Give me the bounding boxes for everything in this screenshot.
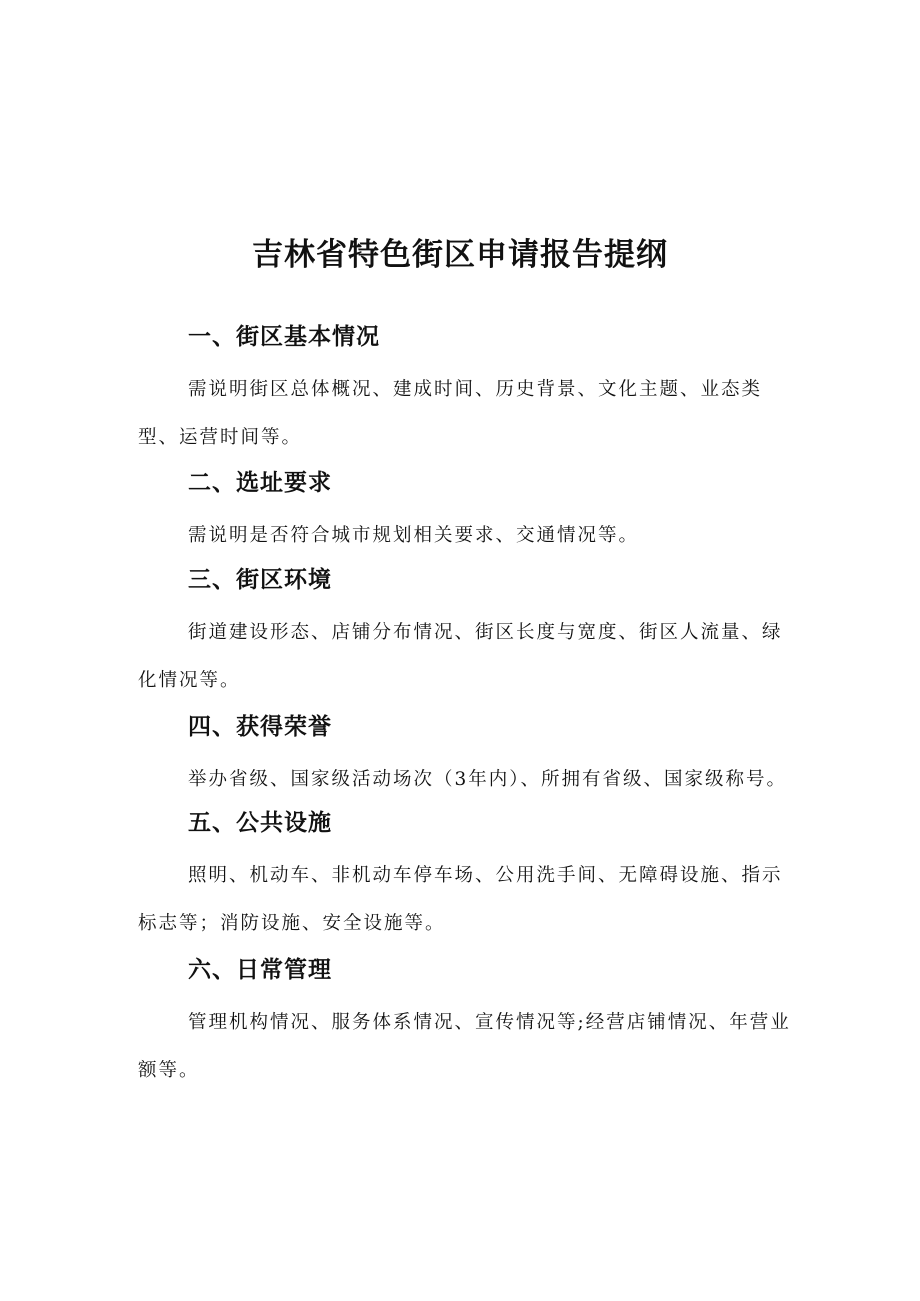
- section-heading: 六、日常管理: [188, 957, 332, 983]
- section-basic-info: [138, 320, 798, 462]
- page-title: 吉林省特色街区申请报告提纲: [252, 236, 668, 273]
- section-body: 举办省级、国家级活动场次（3年内）、所拥有省级、国家级称号。: [188, 769, 788, 790]
- section-heading: 三、街区环境: [188, 567, 332, 593]
- section-body: 照明、机动车、非机动车停车场、公用洗手间、无障碍设施、指示标志等；消防设施、安全设施等。: [138, 865, 783, 934]
- section-heading: 一、街区基本情况: [188, 324, 380, 350]
- section-public-facilities: [138, 806, 798, 948]
- section-heading: 四、获得荣誉: [188, 714, 332, 740]
- section-daily-management: [138, 953, 798, 1095]
- section-body: 管理机构情况、服务体系情况、宣传情况等;经营店铺情况、年营业额等。: [138, 1012, 791, 1081]
- section-body: 需说明街区总体概况、建成时间、历史背景、文化主题、业态类型、运营时间等。: [138, 379, 763, 448]
- section-heading: 二、选址要求: [188, 470, 332, 496]
- section-site-requirements: [138, 466, 798, 560]
- section-honors: [138, 710, 798, 804]
- section-street-environment: [138, 563, 798, 705]
- section-body: 需说明是否符合城市规划相关要求、交通情况等。: [188, 525, 640, 546]
- section-body: 街道建设形态、店铺分布情况、街区长度与宽度、街区人流量、绿化情况等。: [138, 622, 783, 691]
- section-heading: 五、公共设施: [188, 810, 332, 836]
